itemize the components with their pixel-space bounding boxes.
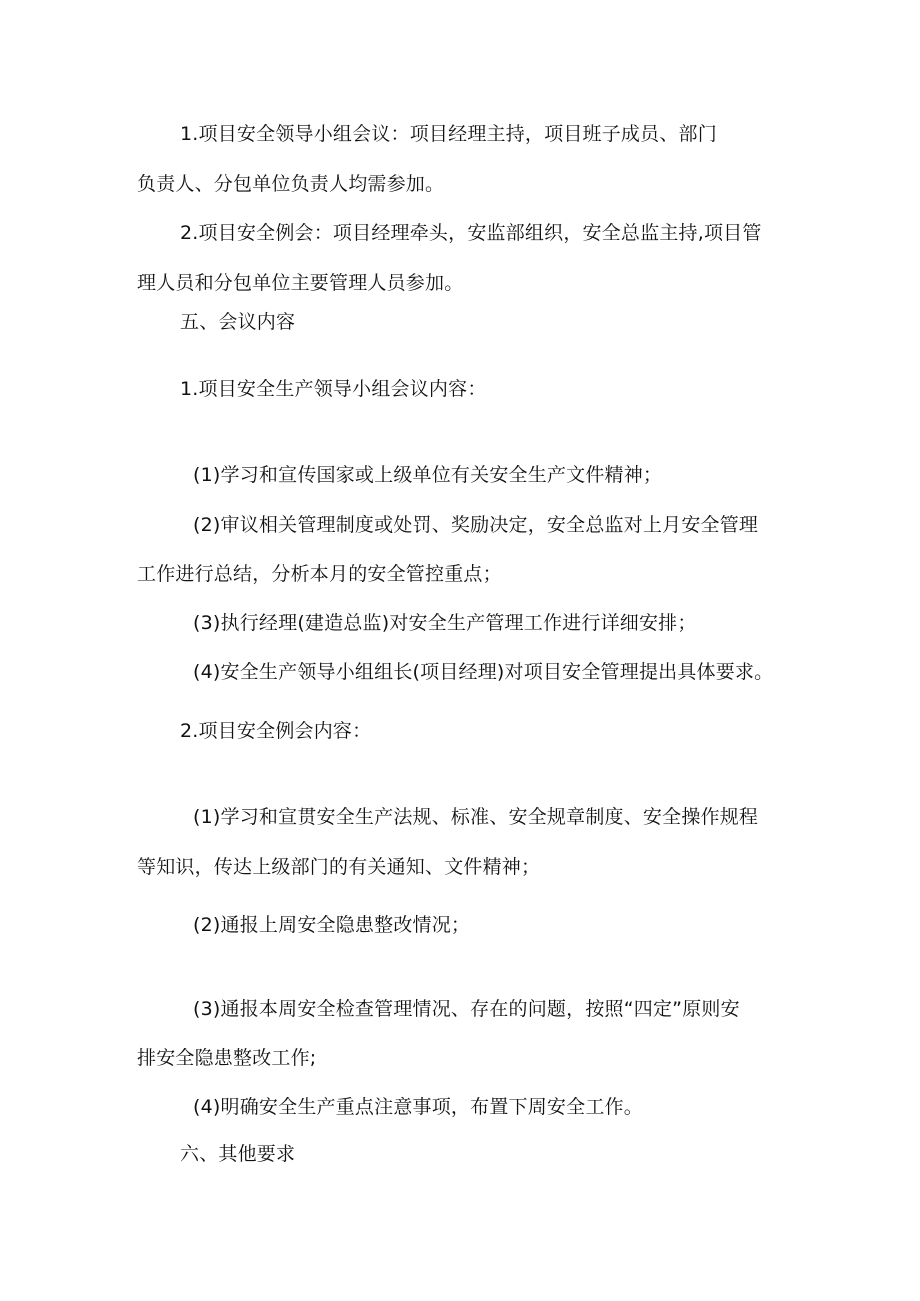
list-item: (1)学习和宣贯安全生产法规、标准、安全规章制度、安全操作规程 [193, 806, 759, 828]
section-heading: 五、会议内容 [180, 311, 296, 333]
subsection-heading: 2.项目安全例会内容： [180, 720, 372, 742]
list-item: (3)执行经理(建造总监)对安全生产管理工作进行详细安排； [193, 612, 697, 634]
list-item: (1)学习和宣传国家或上级单位有关安全生产文件精神； [193, 464, 663, 486]
subsection-heading: 1.项目安全生产领导小组会议内容： [180, 378, 487, 400]
list-item-continuation: 排安全隐患整改工作; [137, 1047, 317, 1069]
list-item: (2)审议相关管理制度或处罚、奖励决定，安全总监对上月安全管理 [193, 514, 759, 536]
paragraph-line: 1.项目安全领导小组会议：项目经理主持，项目班子成员、部门 [180, 123, 717, 145]
paragraph-line: 2.项目安全例会：项目经理牵头，安监部组织，安全总监主持,项目管 [180, 222, 762, 244]
list-item: (3)通报本周安全检查管理情况、存在的问题，按照“四定”原则安 [193, 998, 740, 1020]
list-item-continuation: 工作进行总结，分析本月的安全管控重点； [137, 563, 502, 585]
paragraph-line: 理人员和分包单位主要管理人员参加。 [137, 272, 464, 294]
list-item-continuation: 等知识，传达上级部门的有关通知、文件精神； [137, 856, 541, 878]
section-heading: 六、其他要求 [180, 1143, 296, 1165]
list-item: (2)通报上周安全隐患整改情况； [193, 914, 471, 936]
list-item: (4)安全生产领导小组组长(项目经理)对项目安全管理提出具体要求。 [193, 661, 774, 683]
list-item: (4)明确安全生产重点注意事项，布置下周安全工作。 [193, 1096, 643, 1118]
paragraph-line: 负责人、分包单位负责人均需参加。 [137, 173, 445, 195]
